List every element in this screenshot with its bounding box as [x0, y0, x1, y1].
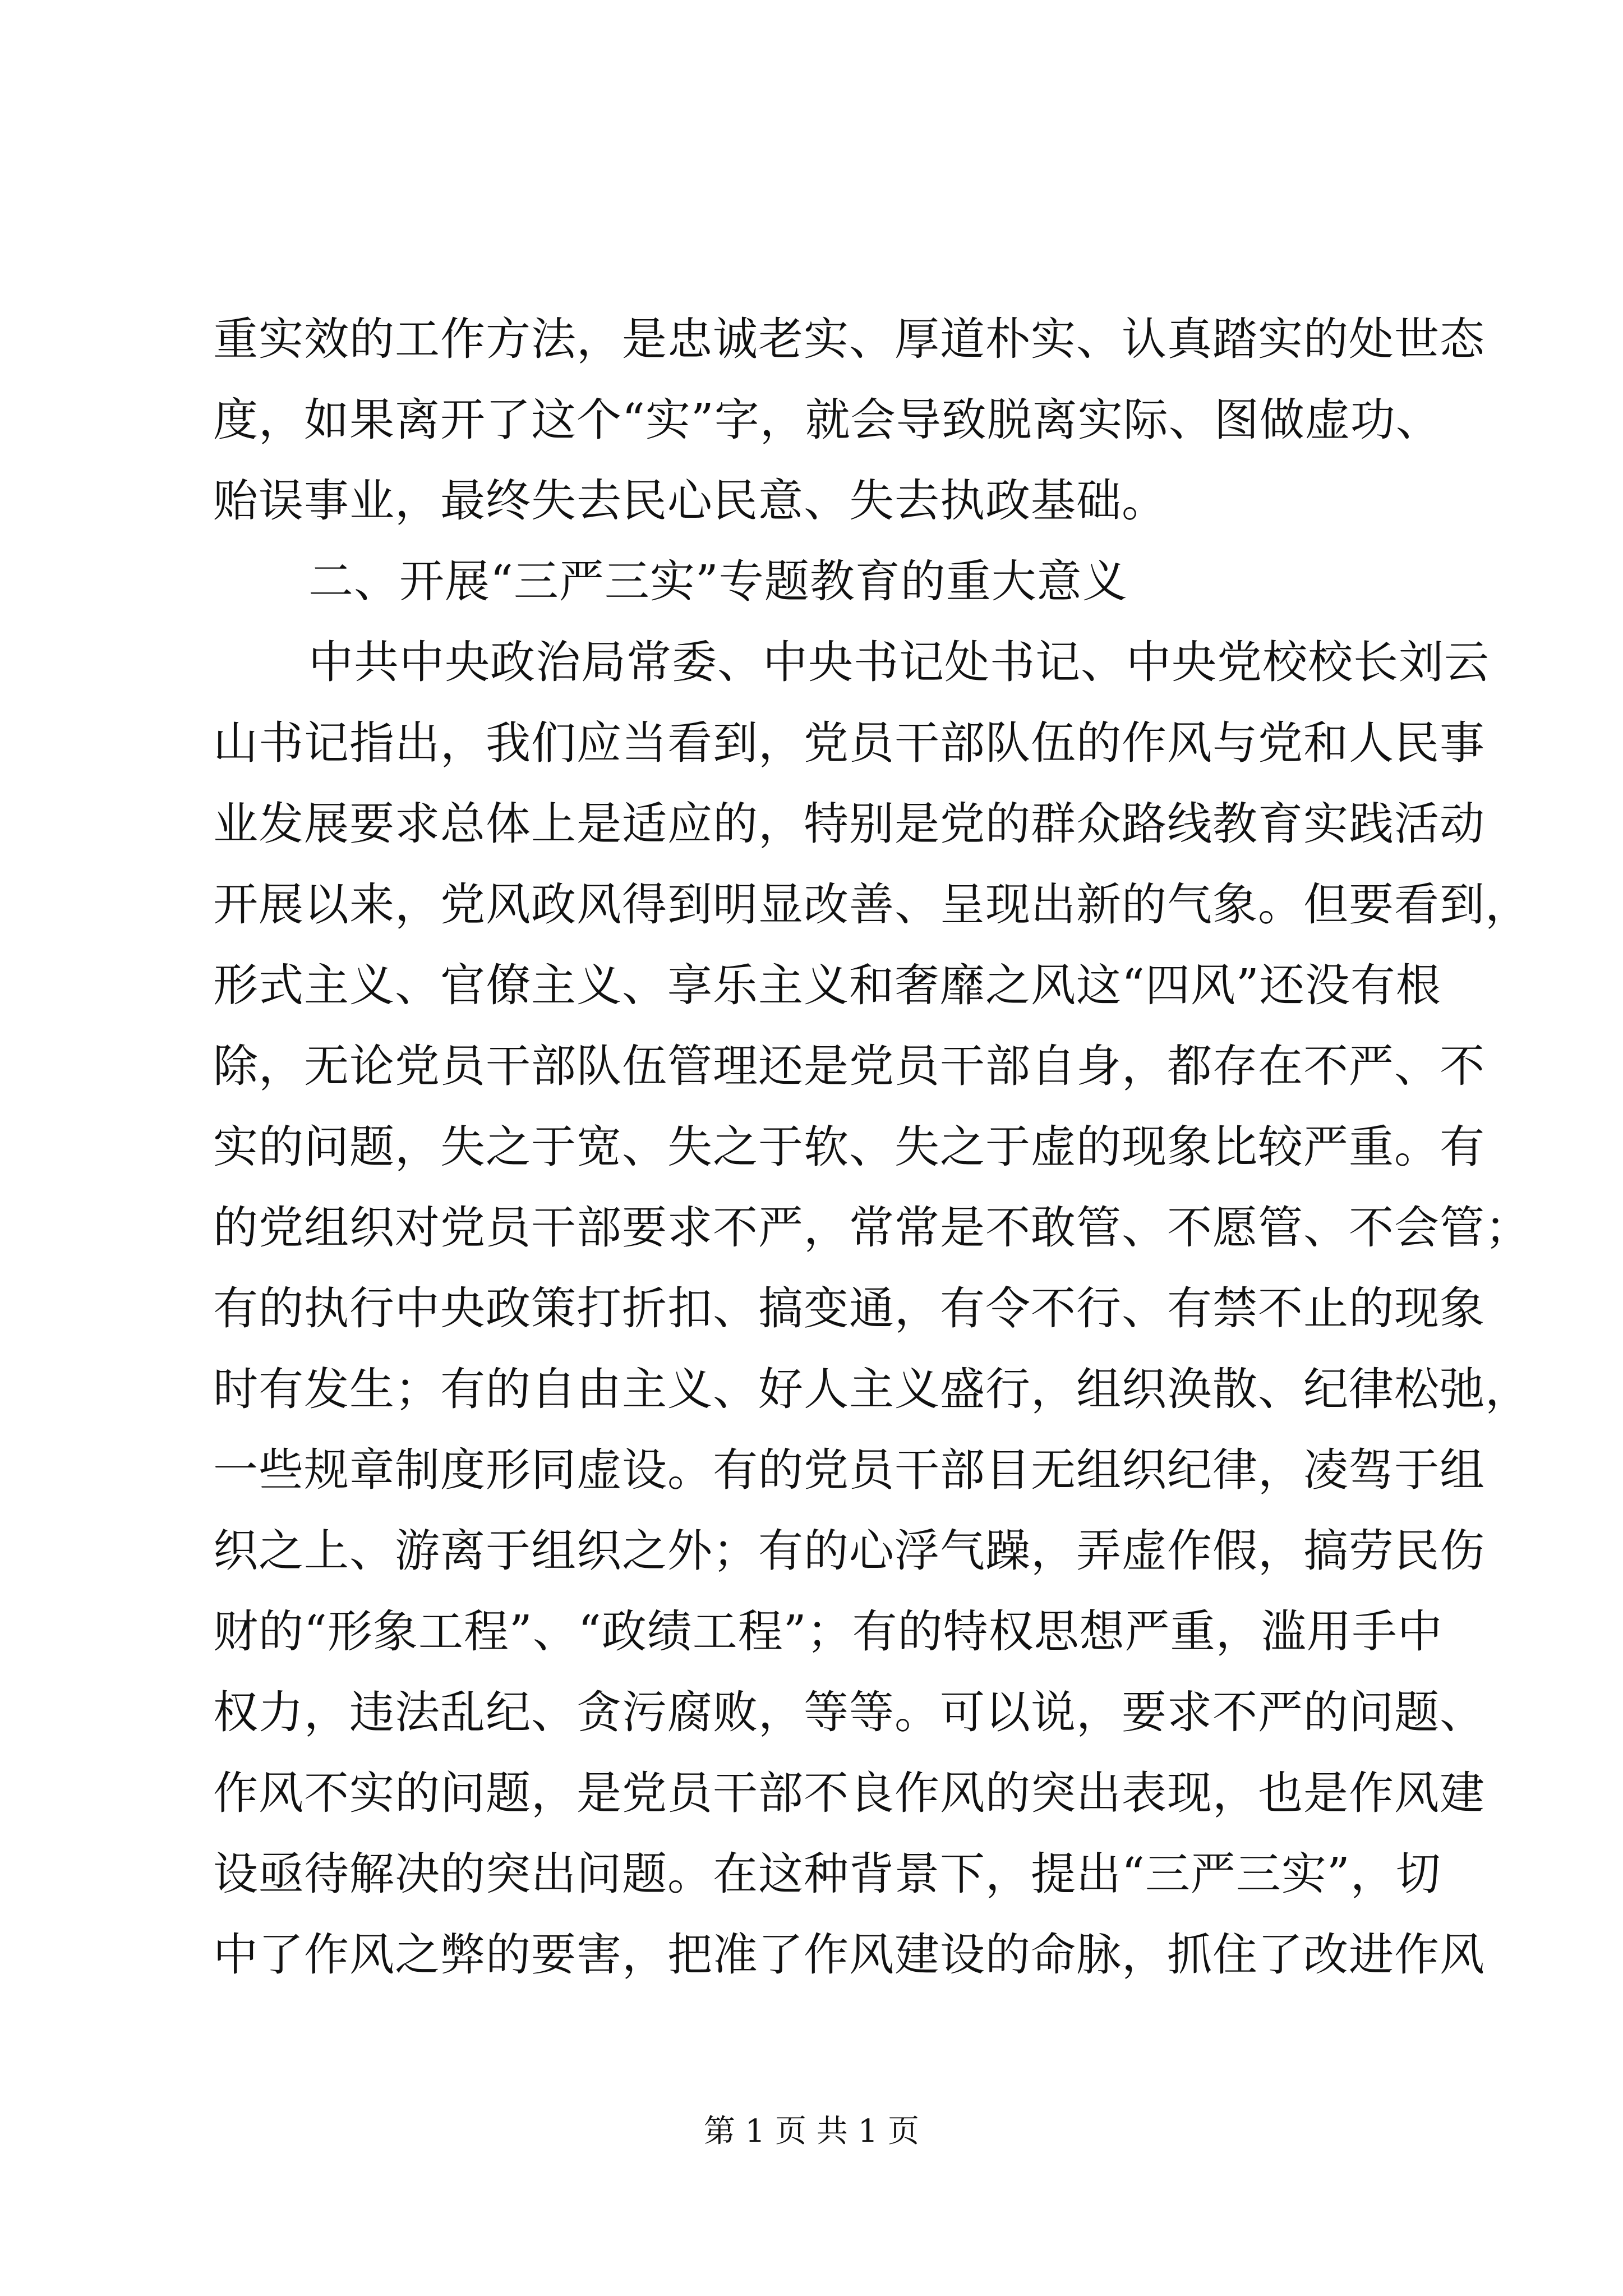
- text-line: 山书记指出，我们应当看到，党员干部队伍的作风与党和人民事: [213, 717, 1485, 769]
- text-line: 的党组织对党员干部要求不严，常常是不敢管、不愿管、不会管；: [213, 1202, 1530, 1254]
- page-number-label: 第 1 页 共 1 页: [703, 2113, 920, 2150]
- text-line: 有的执行中央政策打折扣、搞变通，有令不行、有禁不止的现象: [213, 1282, 1485, 1335]
- text-line: 度，如果离开了这个“实”字，就会导致脱离实际、图做虚功、: [213, 394, 1441, 446]
- text-line: 业发展要求总体上是适应的，特别是党的群众路线教育实践活动: [213, 798, 1485, 850]
- text-line: 贻误事业，最终失去民心民意、失去执政基础。: [213, 475, 1167, 527]
- text-line: 除，无论党员干部队伍管理还是党员干部自身，都存在不严、不: [213, 1040, 1485, 1092]
- text-line: 财的“形象工程”、“政绩工程”；有的特权思想严重，滥用手中: [213, 1605, 1443, 1658]
- text-line: 开展以来，党风政风得到明显改善、呈现出新的气象。但要看到，: [213, 878, 1530, 931]
- text-line: 重实效的工作方法，是忠诚老实、厚道朴实、认真踏实的处世态: [213, 313, 1485, 365]
- text-line: 作风不实的问题，是党员干部不良作风的突出表现，也是作风建: [213, 1767, 1485, 1819]
- text-line: 设亟待解决的突出问题。在这种背景下，提出“三严三实”，切: [213, 1848, 1441, 1900]
- text-line: 形式主义、官僚主义、享乐主义和奢靡之风这“四风”还没有根: [213, 959, 1441, 1011]
- text-line: 权力，违法乱纪、贪污腐败，等等。可以说，要求不严的问题、: [213, 1686, 1485, 1738]
- text-line: 中共中央政治局常委、中央书记处书记、中央党校校长刘云: [308, 636, 1490, 688]
- text-line: 织之上、游离于组织之外；有的心浮气躁，弄虚作假，搞劳民伤: [213, 1525, 1485, 1577]
- text-line: 实的问题，失之于宽、失之于软、失之于虚的现象比较严重。有: [213, 1121, 1485, 1173]
- text-line: 一些规章制度形同虚设。有的党员干部目无组织纪律，凌驾于组: [213, 1444, 1485, 1496]
- text-line: 时有发生；有的自由主义、好人主义盛行，组织涣散、纪律松弛，: [213, 1363, 1530, 1415]
- section-heading: 二、开展“三严三实”专题教育的重大意义: [308, 555, 1128, 608]
- text-line: 中了作风之弊的要害，把准了作风建设的命脉，抓住了改进作风: [213, 1929, 1485, 1981]
- page-footer: [0, 2109, 1623, 2154]
